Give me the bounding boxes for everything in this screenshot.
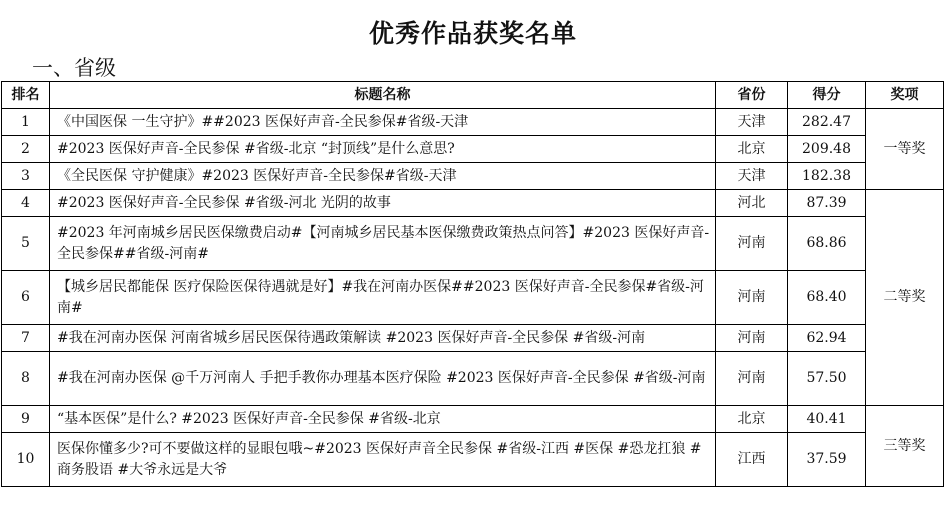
province-cell: 河南 [716,271,788,325]
table-row [2,109,944,136]
score-cell: 282.47 [788,109,866,136]
province-cell: 天津 [716,109,788,136]
section-heading: 一、省级 [32,56,116,80]
score-cell: 68.86 [788,217,866,271]
score-cell: 209.48 [788,136,866,163]
rank-cell: 4 [2,190,50,217]
score-cell: 37.59 [788,433,866,487]
table-row [2,325,944,352]
title-cell: 《中国医保 一生守护》##2023 医保好声音-全民参保#省级-天津 [50,109,716,136]
rank-cell: 1 [2,109,50,136]
rank-cell: 8 [2,352,50,406]
score-cell: 68.40 [788,271,866,325]
rank-cell: 6 [2,271,50,325]
score-cell: 182.38 [788,163,866,190]
document-title: 优秀作品获奖名单 [368,19,577,48]
header-title: 标题名称 [50,82,716,109]
rank-cell: 2 [2,136,50,163]
header-province: 省份 [716,82,788,109]
province-cell: 河南 [716,325,788,352]
rank-cell: 10 [2,433,50,487]
province-cell: 北京 [716,406,788,433]
table-row [2,136,944,163]
province-cell: 河南 [716,352,788,406]
title-cell: #我在河南办医保 河南省城乡居民医保待遇政策解读 #2023 医保好声音-全民参保 #省级-河南 [50,325,716,352]
rank-cell: 7 [2,325,50,352]
title-cell: #2023 年河南城乡居民医保缴费启动#【河南城乡居民基本医保缴费政策热点问答】#2023 医保好声音-全民参保##省级-河南# [50,217,716,271]
title-cell: 《全民医保 守护健康》#2023 医保好声音-全民参保#省级-天津 [50,163,716,190]
score-cell: 87.39 [788,190,866,217]
award-cell-third: 三等奖 [866,406,944,487]
score-cell: 57.50 [788,352,866,406]
title-cell: #我在河南办医保 @千万河南人 手把手教你办理基本医疗保险 #2023 医保好声音-全民参保 #省级-河南 [50,352,716,406]
province-cell: 北京 [716,136,788,163]
table-row [2,352,944,406]
award-cell-second: 二等奖 [866,190,944,406]
title-cell: #2023 医保好声音-全民参保 #省级-河北 光阴的故事 [50,190,716,217]
header-row [2,82,944,109]
award-table [1,81,944,487]
title-cell: #2023 医保好声音-全民参保 #省级-北京 “封顶线”是什么意思? [50,136,716,163]
title-cell: 【城乡居民都能保 医疗保险医保待遇就是好】#我在河南办医保##2023 医保好声音-全民参保#省级-河南# [50,271,716,325]
header-award: 奖项 [866,82,944,109]
province-cell: 江西 [716,433,788,487]
header-rank: 排名 [2,82,50,109]
province-cell: 河北 [716,190,788,217]
title-cell: 医保你懂多少?可不要做这样的显眼包哦~#2023 医保好声音全民参保 #省级-江西 #医保 #恐龙扛狼 #商务股语 #大爷永远是大爷 [50,433,716,487]
table-row [2,433,944,487]
award-cell-first: 一等奖 [866,109,944,190]
table-row [2,190,944,217]
table-row [2,271,944,325]
province-cell: 天津 [716,163,788,190]
rank-cell: 5 [2,217,50,271]
table-row [2,217,944,271]
header-score: 得分 [788,82,866,109]
province-cell: 河南 [716,217,788,271]
score-cell: 62.94 [788,325,866,352]
rank-cell: 9 [2,406,50,433]
title-cell: “基本医保”是什么? #2023 医保好声音-全民参保 #省级-北京 [50,406,716,433]
rank-cell: 3 [2,163,50,190]
table-row [2,406,944,433]
table-row [2,163,944,190]
score-cell: 40.41 [788,406,866,433]
